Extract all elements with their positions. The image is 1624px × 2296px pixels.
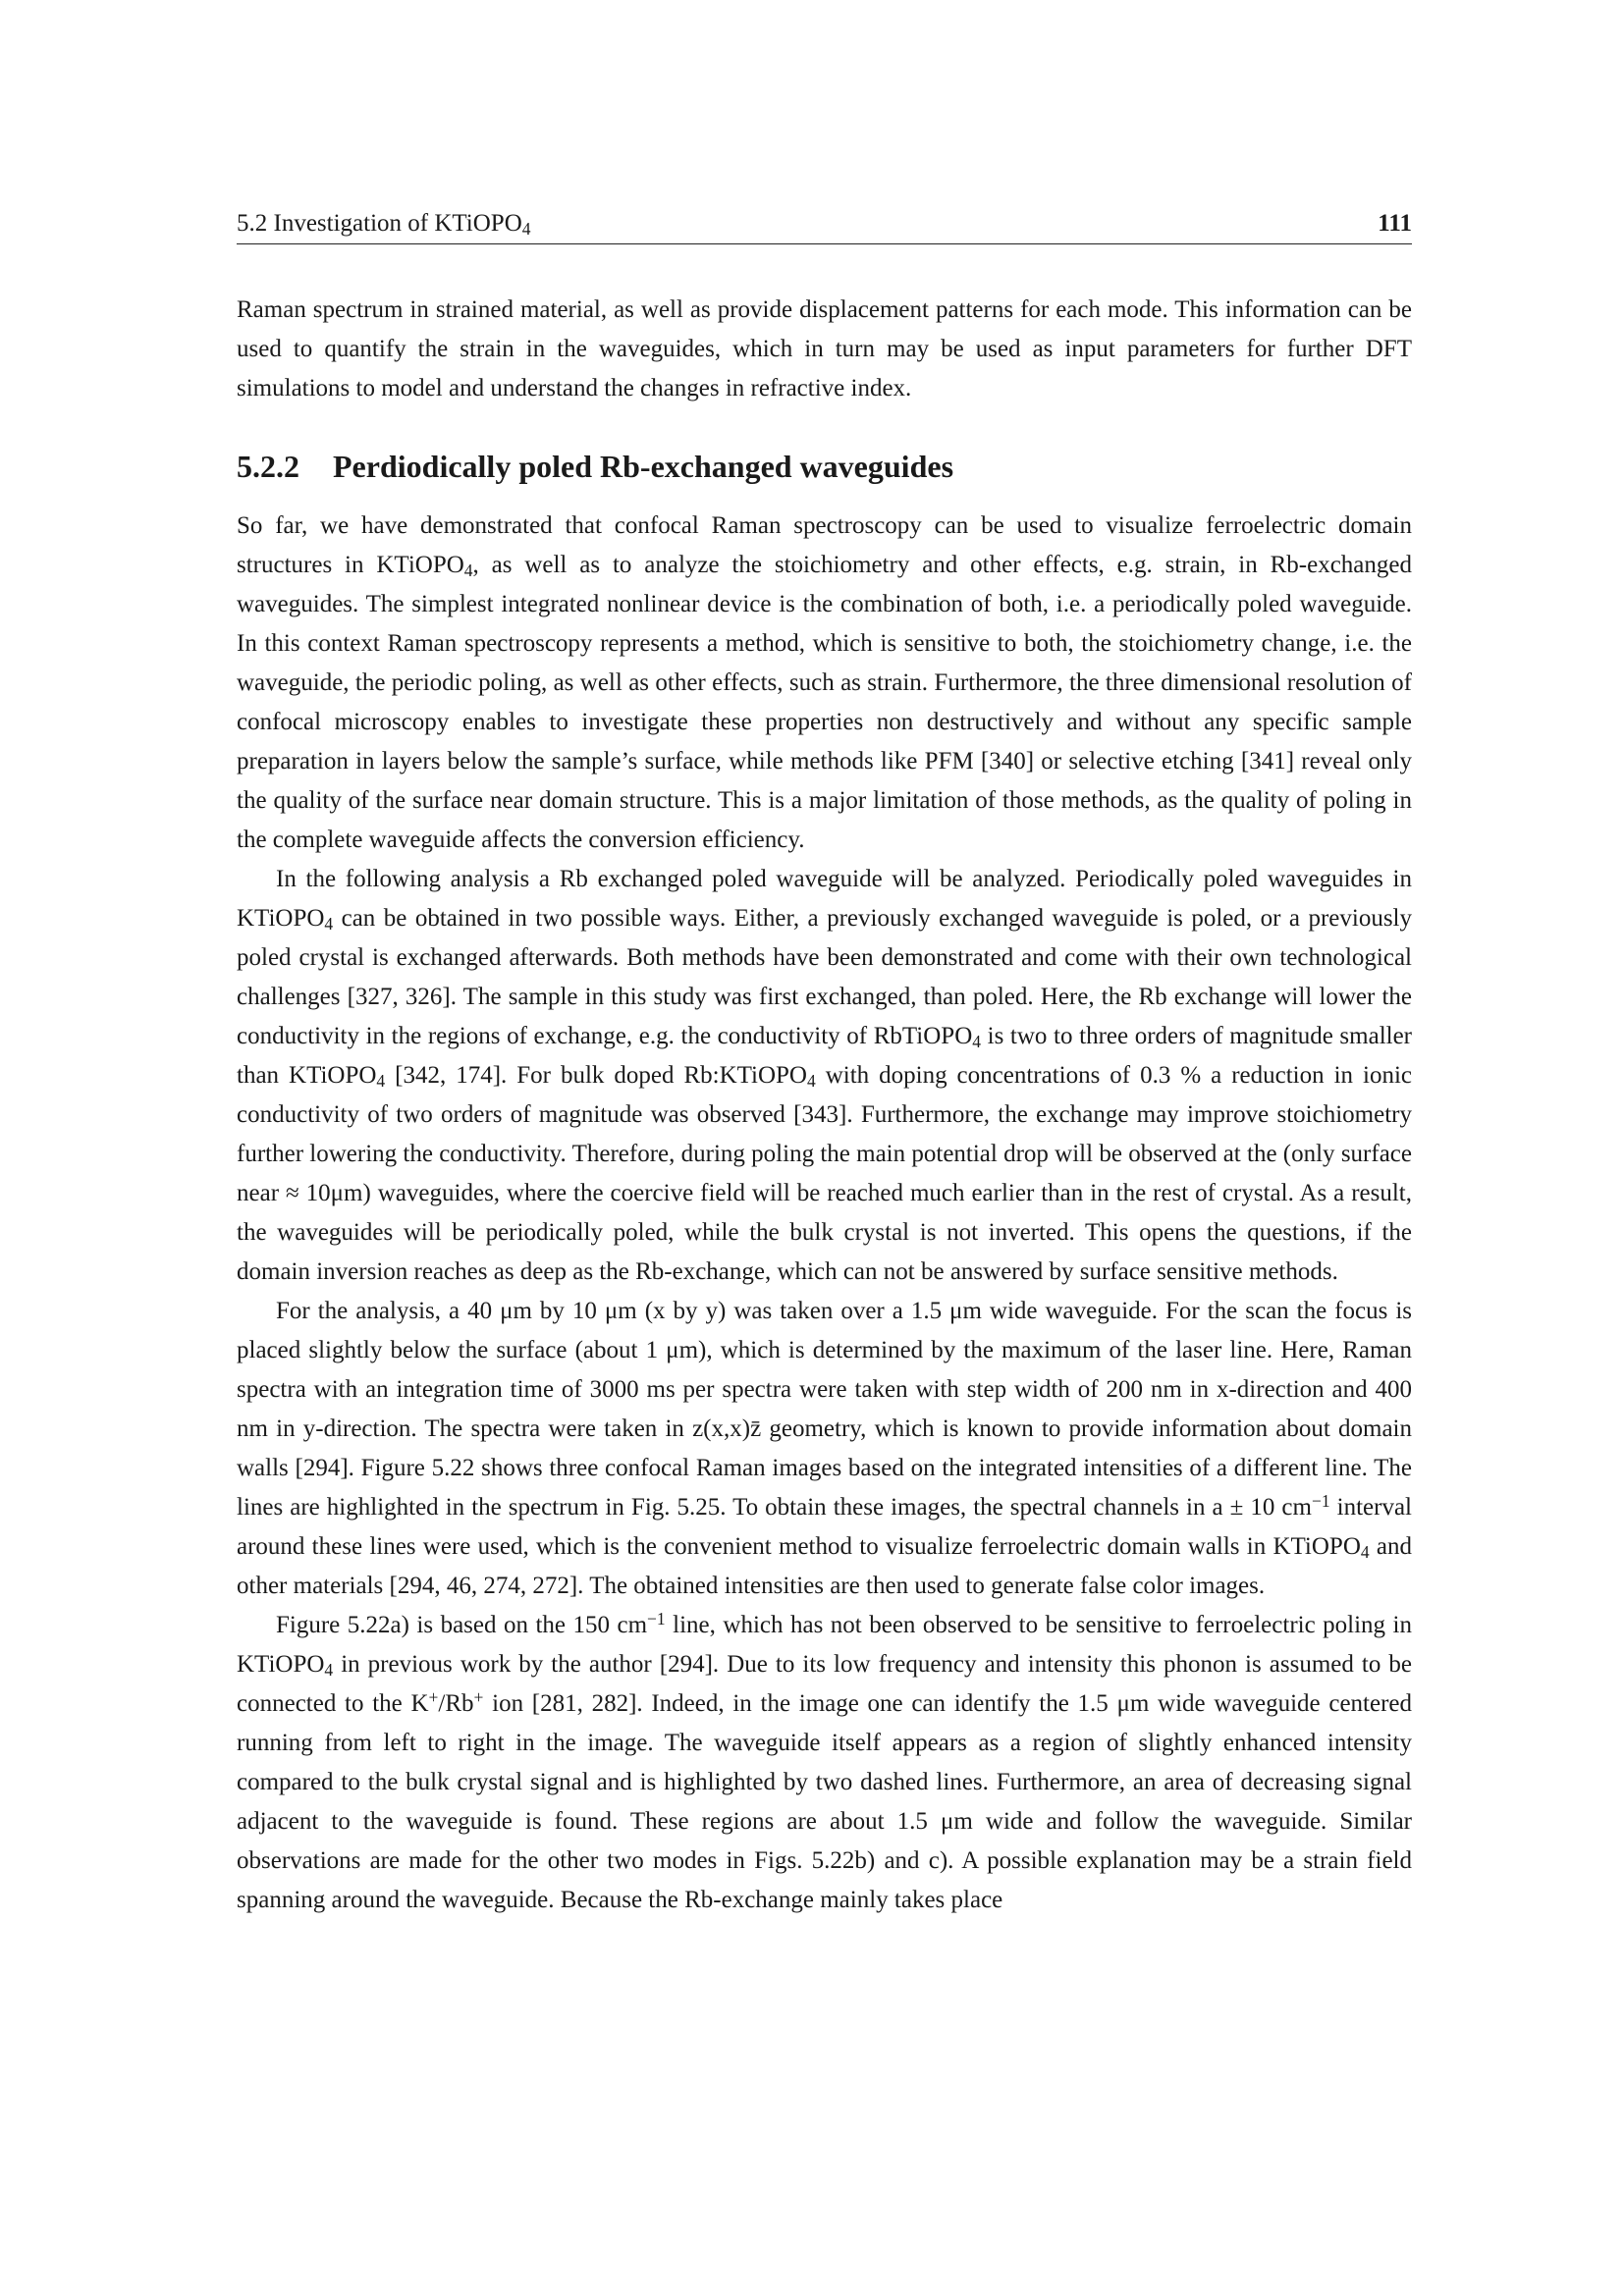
running-header: [237, 206, 1412, 244]
section-number: 5.2.2: [237, 449, 299, 484]
paragraph-1: So far, we have demonstrated that confocal Raman spectroscopy can be used to visualize ferroelectric domain structures in KTiOPO$_4$, as well as to analyze the stoichiometry and other effects, e.g. strain, in Rb-exchanged waveguides. The simplest integrated nonlinear device is the combination of both, i.e. a periodically poled waveguide. In this context Raman spectroscopy represents a method, which is sensitive to both, the stoichiometry change, i.e. the waveguide, the periodic poling, as well as other effects, such as strain. Furthermore, the three dimensional resolution of confocal microscopy enables to investigate these properties non destructively and without any specific sample preparation in layers below the sample’s surface, while methods like PFM [340] or selective etching [341] reveal only the quality of the surface near domain structure. This is a major limitation of those methods, as the quality of poling in the complete waveguide affects the conversion efficiency.: [237, 512, 1412, 853]
section-title: Perdiodically poled Rb-exchanged waveguides: [333, 449, 954, 484]
paragraph-3: For the analysis, a 40 μm by 10 μm (x by y) was taken over a 1.5 μm wide waveguide. For the scan the focus is placed slightly below the surface (about 1 μm), which is determined by the maximum of the laser line. Here, Raman spectra with an integration time of 3000 ms per spectra were taken with step width of 200 nm in x-direction and 400 nm in y-direction. The spectra were taken in z(x,x)z̄ geometry, which is known to provide information about domain walls [294]. Figure 5.22 shows three confocal Raman images based on the integrated intensities of a different line. The lines are highlighted in the spectrum in Fig. 5.25. To obtain these images, the spectral channels in a ± 10 $cm^{-1}$ interval around these lines were used, which is the convenient method to visualize ferroelectric domain walls in KTiOPO$_4$ and other materials [294, 46, 274, 272]. The obtained intensities are then used to generate false color images.: [237, 1298, 1412, 1599]
section-body: [237, 507, 1412, 1920]
section-heading: [237, 449, 953, 485]
paragraph-4: Figure 5.22a) is based on the 150 $cm^{-1}$ line, which has not been observed to be sensitive to ferroelectric poling in KTiOPO$_4$ in previous work by the author [294]. Due to its low frequency and intensity this phonon is assumed to be connected to the K+/Rb+ ion [281, 282]. Indeed, in the image one can identify the 1.5 μm wide waveguide centered running from left to right in the image. The waveguide itself appears as a region of slightly enhanced intensity compared to the bulk crystal signal and is highlighted by two dashed lines. Furthermore, an area of decreasing signal adjacent to the waveguide is found. These regions are about 1.5 μm wide and follow the waveguide. Similar observations are made for the other two modes in Figs. 5.22b) and c). A possible explanation may be a strain field spanning around the waveguide. Because the Rb-exchange mainly takes place: [237, 1609, 1413, 1913]
intro-paragraph: Raman spectrum in strained material, as well as provide displacement patterns for each mode. This information can be used to quantify the strain in the waveguides, which in turn may be used as input parameters for further DFT simulations to model and understand the changes in refractive index.: [237, 296, 1412, 401]
page-number: 111: [1378, 210, 1412, 237]
paragraph-2: In the following analysis a Rb exchanged poled waveguide will be analyzed. Periodically poled waveguides in KTiOPO$_4$ can be obtained in two possible ways. Either, a previously exchanged waveguide is poled, or a previously poled crystal is exchanged afterwards. Both methods have been demonstrated and come with their own technological challenges [327, 326]. The sample in this study was first exchanged, than poled. Here, the Rb exchange will lower the conductivity in the regions of exchange, e.g. the conductivity of RbTiOPO$_4$ is two to three orders of magnitude smaller than KTiOPO$_4$ [342, 174]. For bulk doped Rb:KTiOPO$_4$ with doping concentrations of 0.3 % a reduction in ionic conductivity of two orders of magnitude was observed [343]. Furthermore, the exchange may improve stoichiometry further lowering the conductivity. Therefore, during poling the main potential drop will be observed at the (only surface near ≈ 10μm) waveguides, where the coercive field will be reached much earlier than in the rest of crystal. As a result, the waveguides will be periodically poled, while the bulk crystal is not inverted. This opens the questions, if the domain inversion reaches as deep as the Rb-exchange, which can not be answered by surface sensitive methods.: [237, 866, 1413, 1285]
header-section-title: 5.2 Investigation of KTiOPO$_4$: [237, 210, 531, 240]
